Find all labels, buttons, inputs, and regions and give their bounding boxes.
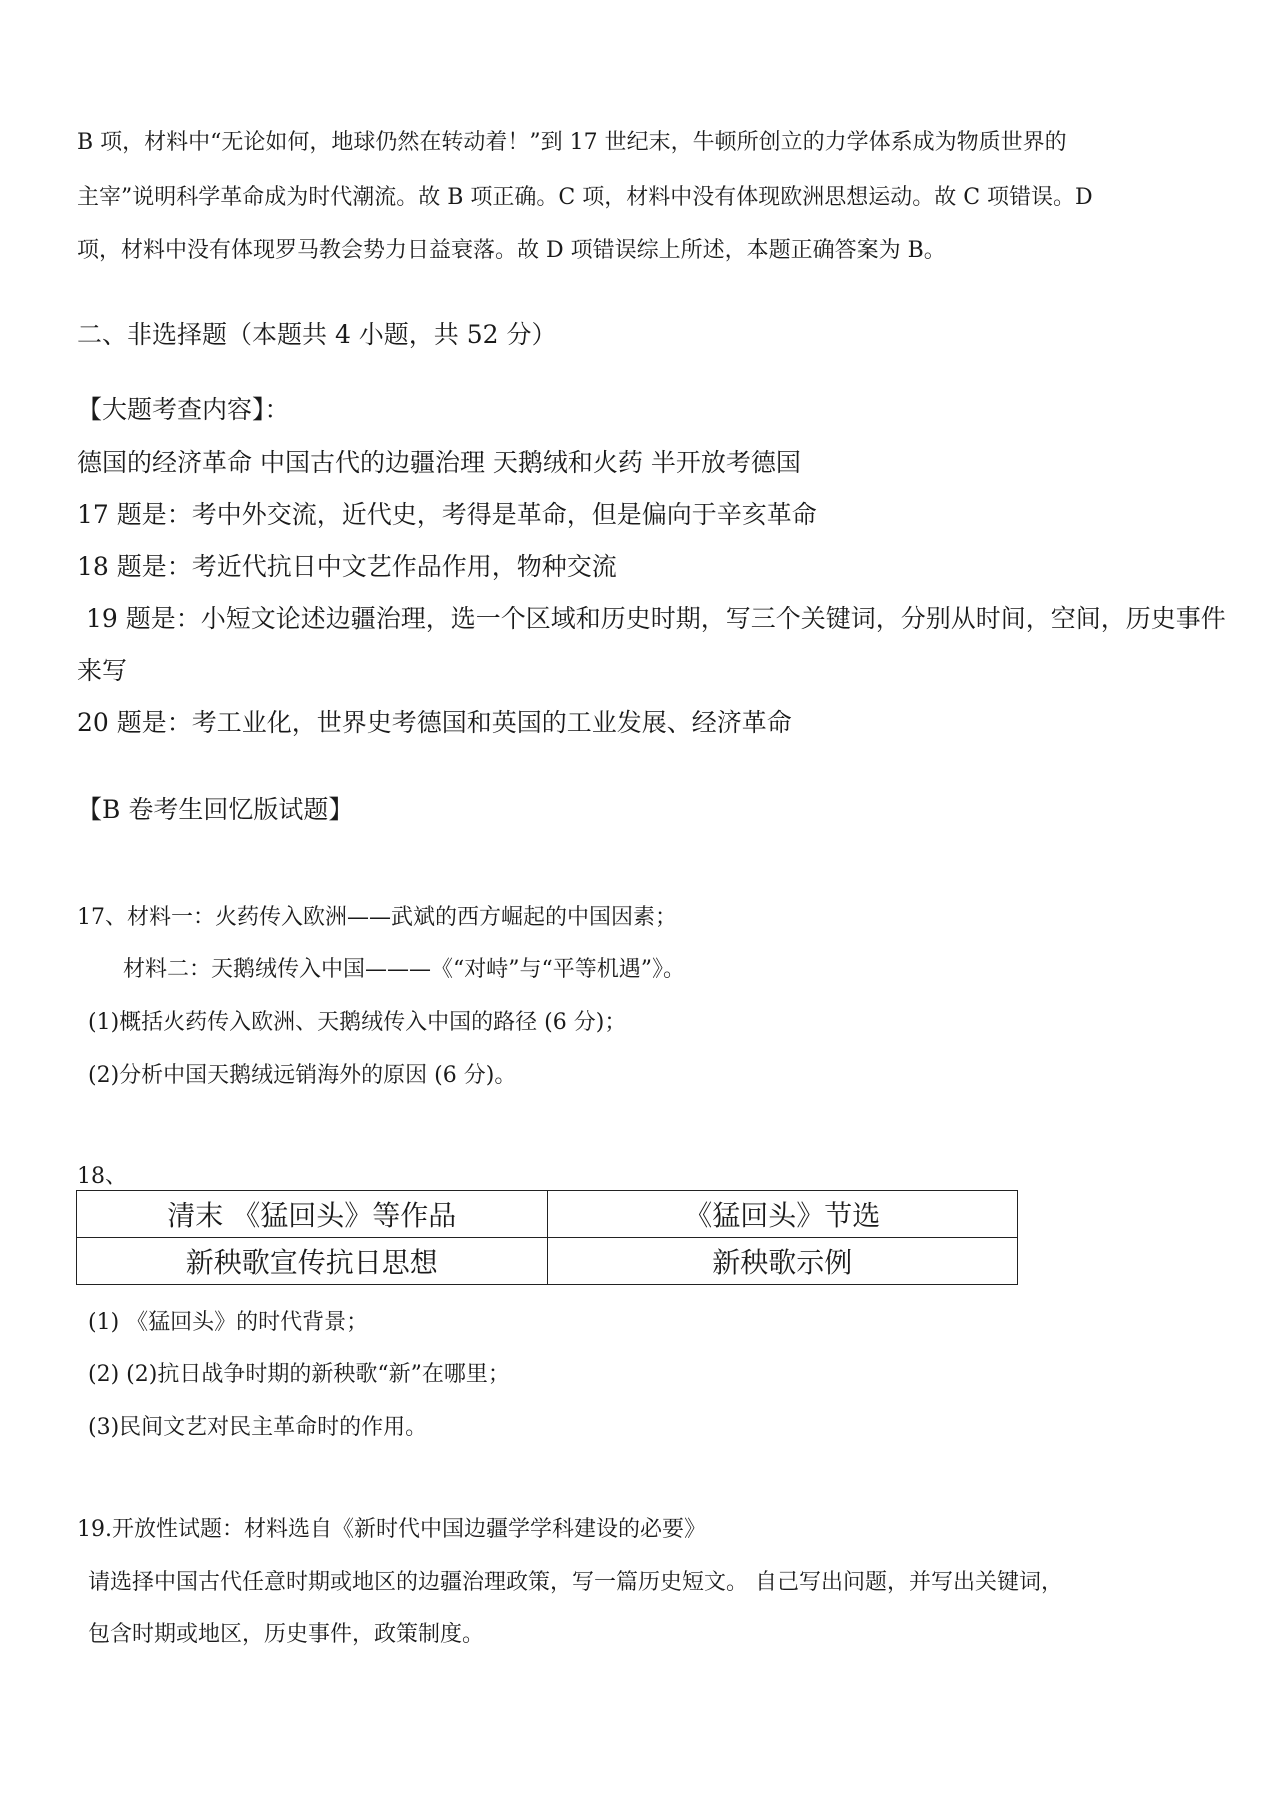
content-title: 【大题考查内容】：	[77, 395, 290, 424]
answer-explanation-line-3: 项，材料中没有体现罗马教会势力日益衰落。故 D 项错误综上所述，本题正确答案为 B。	[77, 238, 946, 263]
q18-part-2: (2) (2)抗日战争时期的新秧歌“新”在哪里；	[88, 1362, 510, 1387]
table-cell: 清末 《猛回头》等作品	[77, 1191, 548, 1238]
q18-summary: 18 题是：考近代抗日中文艺作品作用，物种交流	[77, 552, 617, 581]
q18-table	[76, 1190, 1018, 1285]
q19-body-line-1: 请选择中国古代任意时期或地区的边疆治理政策，写一篇历史短文。 自己写出问题，并写出关键词，	[88, 1570, 1063, 1595]
table-cell: 新秧歌宣传抗日思想	[77, 1238, 548, 1285]
section-heading: 二、非选择题（本题共 4 小题，共 52 分）	[77, 320, 557, 349]
topics-line: 德国的经济革命 中国古代的边疆治理 天鹅绒和火药 半开放考德国	[77, 448, 801, 477]
q18-part-1: (1) 《猛回头》的时代背景；	[88, 1310, 369, 1335]
q18-number: 18、	[77, 1164, 127, 1189]
q17-material-1: 17、材料一：火药传入欧洲——武斌的西方崛起的中国因素；	[77, 905, 677, 930]
q17-part-2: (2)分析中国天鹅绒远销海外的原因 (6 分)。	[88, 1063, 517, 1088]
q19-summary-line-1: 19 题是：小短文论述边疆治理，选一个区域和历史时期，写三个关键词，分别从时间，空间，历史事件	[86, 604, 1226, 633]
q17-summary: 17 题是：考中外交流，近代史，考得是革命，但是偏向于辛亥革命	[77, 500, 817, 529]
recall-title: 【B 卷考生回忆版试题】	[77, 795, 354, 824]
q18-part-3: (3)民间文艺对民主革命时的作用。	[88, 1415, 428, 1440]
q19-summary-line-2: 来写	[77, 656, 128, 685]
q17-material-2: 材料二：天鹅绒传入中国———《“对峙”与“平等机遇”》。	[123, 957, 685, 982]
table-row	[77, 1191, 1018, 1238]
answer-explanation-line-1: B 项，材料中“无论如何，地球仍然在转动着！”到 17 世纪末，牛顿所创立的力学体系成为物质世界的	[77, 130, 1067, 155]
q17-part-1: (1)概括火药传入欧洲、天鹅绒传入中国的路径 (6 分)；	[88, 1010, 627, 1035]
table-cell: 新秧歌示例	[547, 1238, 1018, 1285]
q19-body-line-2: 包含时期或地区，历史事件，政策制度。	[88, 1622, 485, 1647]
answer-explanation-line-2: 主宰”说明科学革命成为时代潮流。故 B 项正确。C 项，材料中没有体现欧洲思想运动。故 C 项错误。D	[77, 185, 1093, 210]
table-row	[77, 1238, 1018, 1285]
q20-summary: 20 题是：考工业化，世界史考德国和英国的工业发展、经济革命	[77, 708, 792, 737]
table-cell: 《猛回头》节选	[547, 1191, 1018, 1238]
q19-title: 19.开放性试题：材料选自《新时代中国边疆学学科建设的必要》	[77, 1517, 706, 1542]
